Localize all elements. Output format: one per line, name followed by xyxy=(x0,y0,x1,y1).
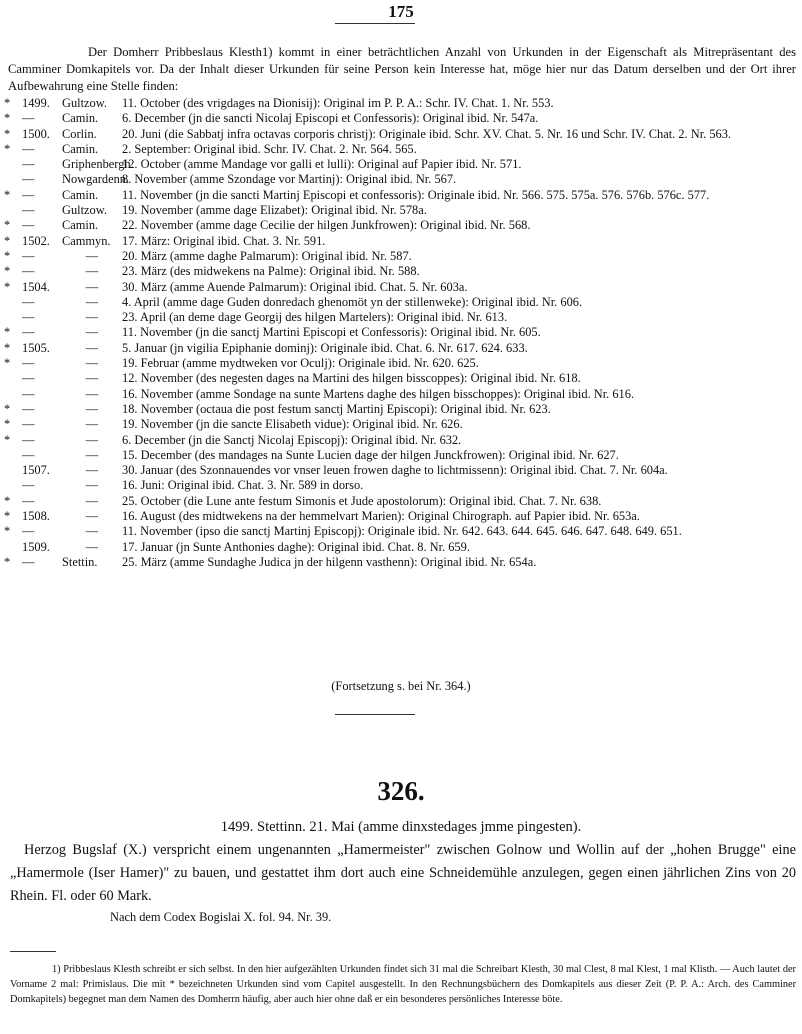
entry-mark: * xyxy=(4,325,11,340)
entry-text: 22. November (amme dage Cecilie der hilgen Junkfrowen): Original ibid. Nr. 568. xyxy=(122,218,531,233)
list-item xyxy=(4,341,798,356)
entry-year: — xyxy=(22,187,35,202)
entry-place: — xyxy=(85,478,99,493)
entry-place: — xyxy=(85,417,99,432)
entry-place: — xyxy=(85,447,99,462)
entry-place: Cammyn. xyxy=(62,233,111,248)
list-item xyxy=(4,172,798,187)
entry-place: Griphenbergh. xyxy=(62,157,134,172)
entry-place: Stettin. xyxy=(62,554,98,569)
entry-text: 30. Januar (des Szonnauendes vor vnser leuen frowen daghe to lichtmissenn): Original ibid. Chat. 7. Nr. 604a. xyxy=(122,463,668,478)
list-item xyxy=(4,356,798,371)
entry-place: — xyxy=(85,294,99,309)
entry-year: 1509. xyxy=(22,539,50,554)
entry-year: 1505. xyxy=(22,340,50,355)
section-rule xyxy=(335,714,415,715)
entry-text: 23. April (an deme dage Georgij des hilgen Martelers): Original ibid. Nr. 613. xyxy=(122,310,508,325)
entry-mark: * xyxy=(4,554,11,569)
entry-year: — xyxy=(22,264,35,279)
document-summary: Herzog Bugslaf (X.) verspricht einem ungenannten „Hamermeister" zwischen Golnow und Wollin auf der „hohen Brugge" eine „Hamermole (Iser Hamer)" zu bauen, und gestattet ihm dort auch eine Schneidemühle anzulegen, gegen einen jährlichen Zins von 20 Rhein. Fl. oder 60 Mark. xyxy=(10,842,796,904)
document-number: 326. xyxy=(377,776,425,806)
list-item xyxy=(4,188,798,203)
entry-text: 19. November (jn die sancte Elisabeth vidue): Original ibid. Nr. 626. xyxy=(122,417,463,432)
entry-year: — xyxy=(22,141,35,156)
top-rule xyxy=(335,23,415,24)
entry-mark: * xyxy=(4,524,11,539)
entry-place: — xyxy=(85,371,99,386)
entry-mark: * xyxy=(4,126,11,141)
entry-year: — xyxy=(22,493,35,508)
entry-mark: * xyxy=(4,340,11,355)
entry-year: — xyxy=(22,371,35,386)
entry-text: 20. März (amme daghe Palmarum): Original ibid. Nr. 587. xyxy=(122,248,412,263)
entry-mark: * xyxy=(4,218,11,233)
list-item xyxy=(4,433,798,448)
entry-year: 1499. xyxy=(22,96,50,110)
entry-year: — xyxy=(22,111,35,126)
entry-text: 18. November (octaua die post festum sanctj Martinj Episcopi): Original ibid. Nr. 623. xyxy=(122,401,551,416)
entry-year: 1504. xyxy=(22,279,50,294)
entry-place: — xyxy=(85,539,99,554)
entry-mark: * xyxy=(4,417,11,432)
entry-text: 19. Februar (amme mydtweken vor Oculj): Originale ibid. Nr. 620. 625. xyxy=(122,356,479,371)
list-item xyxy=(4,310,798,325)
entry-year: 1502. xyxy=(22,233,50,248)
list-item xyxy=(4,96,798,111)
entry-mark: * xyxy=(4,509,11,524)
entry-place: — xyxy=(85,493,99,508)
entry-year: — xyxy=(22,325,35,340)
entry-year: 1508. xyxy=(22,509,50,524)
entry-text: 17. Januar (jn Sunte Anthonies daghe): Original ibid. Chat. 8. Nr. 659. xyxy=(122,539,470,554)
entry-mark: * xyxy=(4,187,11,202)
entry-year: — xyxy=(22,524,35,539)
list-item xyxy=(4,387,798,402)
document-source: Nach dem Codex Bogislai X. fol. 94. Nr. 39. xyxy=(110,910,332,924)
entry-text: 11. October (des vrigdages na Dionisij): Original im P. P. A.: Schr. IV. Chat. 1. Nr. 553. xyxy=(122,96,554,110)
list-item xyxy=(4,478,798,493)
entry-place: — xyxy=(85,432,99,447)
list-item xyxy=(4,127,798,142)
entry-text: 5. Januar (jn vigilia Epiphanie dominj): Originale ibid. Chat. 6. Nr. 617. 624. 633. xyxy=(122,340,528,355)
entry-mark: * xyxy=(4,356,11,371)
list-item xyxy=(4,218,798,233)
document-heading: 1499. Stettinn. 21. Mai (amme dinxstedages jmme pingesten). xyxy=(220,819,582,835)
entry-year: — xyxy=(22,401,35,416)
continuation-note: (Fortsetzung s. bei Nr. 364.) xyxy=(331,679,471,693)
list-item xyxy=(4,203,798,218)
entry-mark: * xyxy=(4,432,11,447)
list-item xyxy=(4,524,798,539)
list-item xyxy=(4,280,798,295)
list-item xyxy=(4,509,798,524)
entry-place: — xyxy=(85,248,99,263)
entry-year: — xyxy=(22,203,35,218)
entry-place: Camin. xyxy=(62,218,99,233)
entry-year: — xyxy=(22,447,35,462)
list-item xyxy=(4,264,798,279)
entry-place: — xyxy=(85,386,99,401)
entry-text: 8. November (amme Szondage vor Martinj): Original ibid. Nr. 567. xyxy=(122,172,457,187)
footnote-rule xyxy=(10,951,56,952)
footnote: 1) Pribbeslaus Klesth schreibt er sich selbst. In den hier aufgezählten Urkunden findet sich 31 mal die Schreibart Klesth, 30 mal Clest, 8 mal Klest, 1 mal Klisth. — Auch lautet der Vorname 2 mal: Primislaus. Die mit * bezeichneten Urkunden sind vom Capitel ausgestellt. In den Rechnungsbüchern des Domkapitels aus dieser Zeit (P. P. A.: Arch. des Camminer Domkapitels) begegnet man dem Namen des Domherrn häufig, aber auch hier ohne daß er ein besonderes persönliches Interesse böte. xyxy=(10,964,796,1005)
list-item xyxy=(4,371,798,386)
entry-mark: * xyxy=(4,111,11,126)
entry-year: — xyxy=(22,478,35,493)
entry-text: 19. November (amme dage Elizabet): Original ibid. Nr. 578a. xyxy=(122,203,427,218)
list-item xyxy=(4,402,798,417)
entry-list xyxy=(4,96,798,570)
entry-text: 16. August (des midtwekens na der hemmelvart Marien): Original Chirograph. auf Papier ibid. Nr. 653a. xyxy=(122,509,640,524)
entry-place: — xyxy=(85,509,99,524)
entry-text: 20. Juni (die Sabbatj infra octavas corporis christj): Originale ibid. Schr. XV. Chat. 5. Nr. 16 und Schr. IV. Chat. 2. Nr. 563. xyxy=(122,126,732,141)
entry-mark: * xyxy=(4,141,11,156)
entry-year: — xyxy=(22,554,35,569)
entry-place: Nowgardenn. xyxy=(62,172,130,187)
list-item xyxy=(4,234,798,249)
entry-mark: * xyxy=(4,96,11,110)
entry-place: — xyxy=(85,524,99,539)
entry-year: 1507. xyxy=(22,463,50,478)
entry-place: — xyxy=(85,279,99,294)
entry-year: — xyxy=(22,386,35,401)
entry-place: Corlin. xyxy=(62,126,97,141)
entry-place: — xyxy=(85,401,99,416)
list-item xyxy=(4,157,798,172)
entry-year: — xyxy=(22,157,35,172)
entry-text: 6. December (jn die Sanctj Nicolaj Episcopj): Original ibid. Nr. 632. xyxy=(122,432,462,447)
entry-place: — xyxy=(85,325,99,340)
entry-text: 23. März (des midwekens na Palme): Original ibid. Nr. 588. xyxy=(122,264,420,279)
list-item xyxy=(4,295,798,310)
entry-text: 2. September: Original ibid. Schr. IV. Chat. 2. Nr. 564. 565. xyxy=(122,141,417,156)
entry-text: 15. December (des mandages na Sunte Lucien dage der hilgen Junckfrowen): Original ibid. Nr. 627. xyxy=(122,447,619,462)
entry-text: 12. November (des negesten dages na Martini des hilgen bisscoppes): Original ibid. Nr. 618. xyxy=(122,371,581,386)
entry-place: Camin. xyxy=(62,141,99,156)
entry-year: — xyxy=(22,172,35,187)
entry-year: — xyxy=(22,432,35,447)
list-item xyxy=(4,111,798,126)
entry-text: 4. April (amme dage Guden donredach ghenomöt yn der stillenweke): Original ibid. Nr. 606. xyxy=(122,294,583,309)
entry-place: — xyxy=(85,340,99,355)
entry-text: 12. October (amme Mandage vor galli et lulli): Original auf Papier ibid. Nr. 571. xyxy=(122,157,522,172)
entry-place: — xyxy=(85,310,99,325)
entry-text: 30. März (amme Auende Palmarum): Original ibid. Chat. 5. Nr. 603a. xyxy=(122,279,468,294)
list-item xyxy=(4,417,798,432)
entry-place: Camin. xyxy=(62,187,99,202)
entry-mark: * xyxy=(4,264,11,279)
list-item xyxy=(4,555,798,570)
entry-text: 11. November (ipso die sanctj Martinj Episcopj): Originale ibid. Nr. 642. 643. 644. 645. 646. 647. 648. 649. 651. xyxy=(122,524,682,539)
entry-text: 16. November (amme Sondage na sunte Martens daghe des hilgen bisschoppes): Original ibid. Nr. 616. xyxy=(122,386,635,401)
entry-place: — xyxy=(85,264,99,279)
entry-mark: * xyxy=(4,493,11,508)
list-item xyxy=(4,325,798,340)
entry-text: 25. October (die Lune ante festum Simonis et Jude apostolorum): Original ibid. Chat. 7. Nr. 638. xyxy=(122,493,602,508)
entry-place: Gultzow. xyxy=(62,203,107,218)
list-item xyxy=(4,540,798,555)
entry-year: — xyxy=(22,218,35,233)
entry-text: 25. März (amme Sundaghe Judica jn der hilgenn vasthenn): Original ibid. Nr. 654a. xyxy=(122,554,537,569)
entry-year: — xyxy=(22,248,35,263)
entry-text: 16. Juni: Original ibid. Chat. 3. Nr. 589 in dorso. xyxy=(122,478,364,493)
entry-mark: * xyxy=(4,279,11,294)
entry-mark: * xyxy=(4,233,11,248)
entry-place: Camin. xyxy=(62,111,99,126)
entry-text: 6. December (jn die sancti Nicolaj Episcopi et Confessoris): Original ibid. Nr. 547a. xyxy=(122,111,539,126)
entry-year: 1500. xyxy=(22,126,50,141)
list-item xyxy=(4,142,798,157)
page-number: 175 xyxy=(388,2,414,21)
entry-text: 17. März: Original ibid. Chat. 3. Nr. 591. xyxy=(122,233,326,248)
entry-text: 11. November (jn die sancti Martinj Episcopi et confessoris): Originale ibid. Nr. 566. 575. 575a. 576. 576b. 576c. 577. xyxy=(122,187,710,202)
entry-place: — xyxy=(85,463,99,478)
list-item xyxy=(4,448,798,463)
entry-place: Gultzow. xyxy=(62,96,107,110)
entry-year: — xyxy=(22,356,35,371)
entry-year: — xyxy=(22,417,35,432)
entry-place: — xyxy=(85,356,99,371)
list-item xyxy=(4,494,798,509)
intro-paragraph: Der Domherr Pribbeslaus Klesth1) kommt in einer beträchtlichen Anzahl von Urkunden in der Eigenschaft als Mitrepräsentant des Camminer Domkapitels vor. Da der Inhalt dieser Urkunden für seine Person kein Interesse hat, möge hier nur das Datum derselben und der Ort ihrer Aufbewahrung eine Stelle finden: xyxy=(8,45,796,93)
entry-mark: * xyxy=(4,401,11,416)
list-item xyxy=(4,249,798,264)
entry-year: — xyxy=(22,310,35,325)
entry-text: 11. November (jn die sanctj Martini Episcopi et Confessoris): Original ibid. Nr. 605. xyxy=(122,325,541,340)
list-item xyxy=(4,463,798,478)
entry-mark: * xyxy=(4,248,11,263)
entry-year: — xyxy=(22,294,35,309)
